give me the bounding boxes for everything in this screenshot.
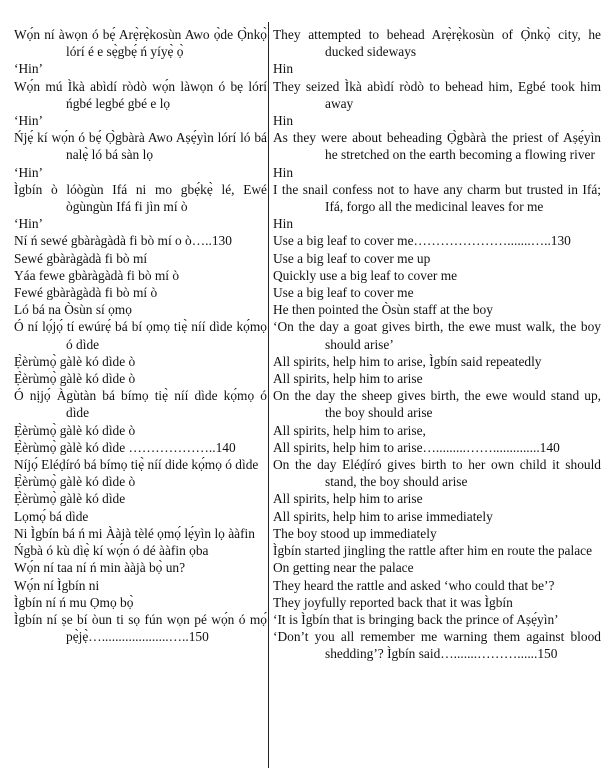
verse-line: Sewé gbàràgàdà fi bò mí	[14, 250, 148, 266]
translation-line: Hin	[273, 216, 294, 232]
translation-line: Use a big leaf to cover me	[273, 285, 414, 301]
translation-line: All spirits, help him to arise, Ìgbín said repeatedly	[273, 353, 542, 369]
verse-line: Ńjẹ́ kí wọ́n ó bẹ́ Ọ̀gbàrà Awo Aṣẹ́yìn lórí ló bá nalẹ̀ ló bá sàn lọ	[14, 130, 267, 163]
translation-line: He then pointed the Òsùn staff at the boy	[273, 302, 493, 318]
verse-line: Lọmọ́ bá dìde	[14, 508, 89, 524]
translation-line: All spirits, help him to arise immediately	[273, 508, 493, 524]
verse-line: Fewé gbàràgàdà fi bò mí ò	[14, 285, 158, 301]
translation-line: ‘It is Ìgbín that is bringing back the prince of Aṣẹ́yìn’	[273, 611, 559, 627]
verse-line: Yáa fewe gbàràgàdà fi bò mí ò	[14, 267, 180, 283]
translation-line: They heard the rattle and asked ‘who could that be’?	[273, 577, 555, 593]
verse-line: Ó ní lọ́jọ́ tí ewúrẹ́ bá bí ọmọ tiẹ̀ níí dìde kọ́mọ ó dìde	[14, 319, 267, 352]
translation-line: On the day the sheep gives birth, the ewe would stand up, the boy should arise	[273, 388, 601, 421]
translation-line: Use a big leaf to cover me up	[273, 250, 431, 266]
verse-line: Ẹ̀èrùmọ̀ gàlè kó dìde ò	[14, 474, 136, 490]
translation-line: All spirits, help him to arise	[273, 371, 423, 387]
english-translation-column	[273, 26, 601, 663]
verse-line: ‘Hin’	[14, 216, 44, 232]
translation-line: All spirits, help him to arise….........……..............140	[273, 439, 560, 455]
verse-line: Ẹ̀èrùmọ̀ gàlè kó dìde ò	[14, 371, 136, 387]
translation-line: I the snail confess not to have any charm but trusted in Ifá; Ifá, forgo all the medicinal leaves for me	[273, 181, 601, 215]
translation-line: All spirits, help him to arise	[273, 491, 423, 507]
verse-line: Ẹ̀èrùmọ̀ gàlè kó dìde ………………..140	[14, 439, 236, 455]
verse-line: Wọ́n mú Ìkà abìdí ròdò wọ́n làwọn ó bẹ lórí ńgbé legbé gbé e lọ	[14, 78, 267, 111]
translation-line: They joyfully reported back that it was Ìgbín	[273, 594, 513, 610]
translation-line: Hin	[273, 113, 294, 129]
translation-line: On the day Eléḍíró gives birth to her own child it should stand, the boy should arise	[273, 457, 601, 490]
yoruba-verse-column	[14, 26, 267, 645]
verse-line: Ìgbín ní ṣe bí òun ti sọ fún wọn pé wọ́n ó mọ́ pẹ̀jẹ̀…....................…..150	[14, 611, 267, 645]
verse-line: Ẹ̀èrùmọ̀ gàlè kó dìde ò	[14, 353, 136, 369]
column-divider	[268, 22, 269, 768]
verse-line: Ẹ̀èrùmọ̀ gàlè kó dìde ò	[14, 422, 136, 438]
verse-line: Ó nịjọ́ Àgùtàn bá bímọ tiẹ̀ níí dìde kọ́mọ ó dìde	[14, 388, 267, 421]
translation-line: Quickly use a big leaf to cover me	[273, 267, 458, 283]
verse-line: ‘Hin’	[14, 164, 44, 180]
verse-line: Ìgbín ní ń mu Ọmọ bọ̀	[14, 594, 134, 610]
verse-line: ‘Hin’	[14, 113, 44, 129]
verse-line: ‘Hin’	[14, 61, 44, 77]
verse-line: Wọ́n ní Ìgbín ni	[14, 577, 100, 593]
verse-line: Níjọ́ Eléḍíró bá bímọ tiẹ̀ níí dide kọ́mọ ó dìde	[14, 457, 259, 473]
verse-line: Ni Ìgbín bá ń mi Ààjà tèlé ọmọ́ lẹ́yìn lọ ààfin	[14, 525, 255, 541]
verse-line: Wọ́n ní taa ní ń min ààjà bọ̀ un?	[14, 560, 186, 576]
translation-line: The boy stood up immediately	[273, 525, 437, 541]
verse-line: Ló bá na Òsùn sí ọmọ	[14, 302, 132, 318]
verse-line: Ẹ̀èrùmọ̀ gàlè kó dìde	[14, 491, 126, 507]
translation-line: Use a big leaf to cover me………………….......…..130	[273, 233, 571, 249]
translation-line: Hin	[273, 61, 294, 77]
verse-line: Wọ́n ní àwọn ó bẹ́ Arẹ̀rẹ̀kosùn Awo ọ̀de Ọ̀nkọ̀ lórí é e sẹ̀gbẹ́ ń yíyẹ̀ ọ̀	[14, 27, 267, 60]
translation-line: On getting near the palace	[273, 560, 414, 576]
translation-line: Ìgbín started jingling the rattle after him en route the palace	[273, 543, 593, 559]
translation-line: All spirits, help him to arise,	[273, 422, 426, 438]
translation-line: ‘Don’t you all remember me warning them against blood shedding’? Ìgbín said….......………......150	[273, 629, 601, 662]
translation-line: As they were about beheading Ọ̀gbàrà the priest of Aṣẹ́yìn he stretched on the earth becoming a flowing river	[273, 130, 601, 163]
translation-line: Hin	[273, 164, 294, 180]
verse-line: Ńgbà ó kù dìẹ̀ kí wọ́n ó dé ààfin ọba	[14, 543, 209, 559]
translation-line: ‘On the day a goat gives birth, the ewe must walk, the boy should arise’	[273, 319, 601, 352]
verse-line: Ní ń sewé gbàràgàdà fi bò mí o ò…..130	[14, 233, 232, 249]
verse-line: Ìgbín ò lóògùn Ifá ni mo gbẹ́kẹ̀ lé, Ewé ògùngùn Ifá fi jìn mí ò	[14, 181, 267, 215]
translation-line: They seized Ìkà abìdí ròdò to behead him, Egbé took him away	[273, 78, 601, 111]
translation-line: They attempted to behead Arẹ̀rẹ̀kosùn of Ọ̀nkọ̀ city, he ducked sideways	[273, 27, 601, 60]
